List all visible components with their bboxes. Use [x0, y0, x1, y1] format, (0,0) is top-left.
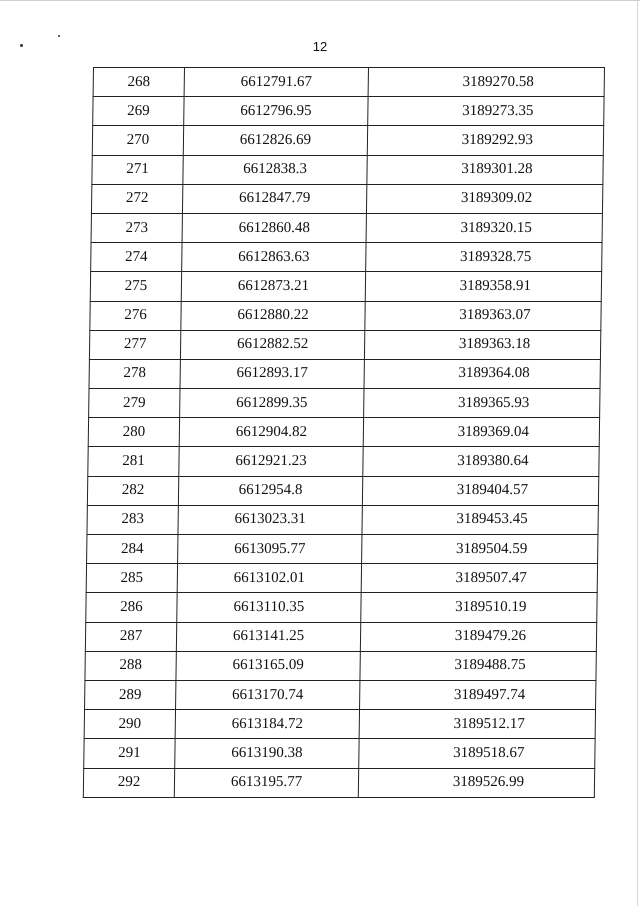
point-number-cell: 272	[91, 184, 182, 213]
x-coordinate-cell: 6613195.77	[174, 768, 358, 797]
y-coordinate-cell: 3189292.93	[367, 126, 603, 155]
y-coordinate-cell: 3189518.67	[359, 739, 595, 768]
point-number-cell: 281	[88, 447, 179, 476]
y-coordinate-cell: 3189504.59	[362, 535, 598, 564]
point-number-cell: 291	[84, 739, 175, 768]
coordinate-table-body	[83, 68, 604, 798]
x-coordinate-cell: 6612882.52	[180, 330, 364, 359]
point-number-cell: 288	[85, 651, 176, 680]
y-coordinate-cell: 3189301.28	[367, 155, 603, 184]
point-number-cell: 268	[93, 68, 184, 97]
x-coordinate-cell: 6612873.21	[181, 272, 365, 301]
table-row	[85, 622, 596, 651]
point-number-cell: 289	[85, 680, 176, 709]
table-row	[85, 651, 596, 680]
x-coordinate-cell: 6613141.25	[176, 622, 360, 651]
y-coordinate-cell: 3189363.07	[365, 301, 601, 330]
table-row	[87, 535, 598, 564]
point-number-cell: 280	[88, 418, 179, 447]
x-coordinate-cell: 6612826.69	[183, 126, 367, 155]
table-row	[88, 447, 599, 476]
x-coordinate-cell: 6613095.77	[178, 535, 362, 564]
table-row	[93, 68, 604, 97]
y-coordinate-cell: 3189358.91	[365, 272, 601, 301]
y-coordinate-cell: 3189507.47	[361, 564, 597, 593]
table-row	[90, 301, 601, 330]
x-coordinate-cell: 6613190.38	[175, 739, 359, 768]
point-number-cell: 283	[87, 505, 178, 534]
table-row	[91, 184, 602, 213]
table-row	[87, 505, 598, 534]
x-coordinate-cell: 6613184.72	[175, 710, 359, 739]
table-row	[85, 680, 596, 709]
point-number-cell: 274	[91, 243, 182, 272]
point-number-cell: 292	[83, 768, 174, 797]
x-coordinate-cell: 6612791.67	[184, 68, 368, 97]
y-coordinate-cell: 3189328.75	[366, 243, 602, 272]
page-number: 12	[312, 39, 328, 54]
table-row	[90, 272, 601, 301]
scan-speck	[58, 35, 60, 37]
x-coordinate-cell: 6613102.01	[177, 564, 361, 593]
y-coordinate-cell: 3189369.04	[363, 418, 599, 447]
table-row	[86, 593, 597, 622]
point-number-cell: 285	[86, 564, 177, 593]
y-coordinate-cell: 3189270.58	[368, 68, 604, 97]
x-coordinate-cell: 6612880.22	[181, 301, 365, 330]
coordinate-table	[83, 67, 605, 798]
table-row	[87, 476, 598, 505]
y-coordinate-cell: 3189309.02	[366, 184, 602, 213]
point-number-cell: 277	[89, 330, 180, 359]
table-row	[89, 359, 600, 388]
table-row	[83, 768, 594, 797]
x-coordinate-cell: 6613165.09	[176, 651, 360, 680]
x-coordinate-cell: 6612954.8	[178, 476, 362, 505]
y-coordinate-cell: 3189363.18	[364, 330, 600, 359]
table-row	[84, 710, 595, 739]
x-coordinate-cell: 6613110.35	[177, 593, 361, 622]
y-coordinate-cell: 3189512.17	[359, 710, 595, 739]
y-coordinate-cell: 3189320.15	[366, 213, 602, 242]
point-number-cell: 286	[86, 593, 177, 622]
point-number-cell: 284	[87, 535, 178, 564]
table-row	[93, 97, 604, 126]
point-number-cell: 279	[89, 389, 180, 418]
x-coordinate-cell: 6612847.79	[182, 184, 366, 213]
y-coordinate-cell: 3189488.75	[360, 651, 596, 680]
table-row	[86, 564, 597, 593]
table-row	[92, 155, 603, 184]
y-coordinate-cell: 3189365.93	[364, 389, 600, 418]
point-number-cell: 275	[90, 272, 181, 301]
x-coordinate-cell: 6612860.48	[182, 213, 366, 242]
x-coordinate-cell: 6612899.35	[180, 389, 364, 418]
table-row	[91, 213, 602, 242]
table-row	[89, 330, 600, 359]
x-coordinate-cell: 6613023.31	[178, 505, 362, 534]
y-coordinate-cell: 3189526.99	[358, 768, 594, 797]
scan-edge	[637, 1, 638, 906]
point-number-cell: 282	[87, 476, 178, 505]
x-coordinate-cell: 6612904.82	[179, 418, 363, 447]
y-coordinate-cell: 3189497.74	[360, 680, 596, 709]
y-coordinate-cell: 3189404.57	[362, 476, 598, 505]
y-coordinate-cell: 3189380.64	[363, 447, 599, 476]
table-row	[89, 389, 600, 418]
table-row	[84, 739, 595, 768]
x-coordinate-cell: 6612921.23	[179, 447, 363, 476]
x-coordinate-cell: 6612893.17	[180, 359, 364, 388]
x-coordinate-cell: 6612796.95	[184, 97, 368, 126]
y-coordinate-cell: 3189273.35	[368, 97, 604, 126]
point-number-cell: 270	[92, 126, 183, 155]
table-row	[91, 243, 602, 272]
point-number-cell: 278	[89, 359, 180, 388]
x-coordinate-cell: 6612863.63	[182, 243, 366, 272]
table-row	[92, 126, 603, 155]
y-coordinate-cell: 3189453.45	[362, 505, 598, 534]
y-coordinate-cell: 3189364.08	[364, 359, 600, 388]
point-number-cell: 287	[85, 622, 176, 651]
point-number-cell: 271	[92, 155, 183, 184]
x-coordinate-cell: 6612838.3	[183, 155, 367, 184]
point-number-cell: 290	[84, 710, 175, 739]
point-number-cell: 273	[91, 213, 182, 242]
table-row	[88, 418, 599, 447]
point-number-cell: 276	[90, 301, 181, 330]
point-number-cell: 269	[93, 97, 184, 126]
y-coordinate-cell: 3189510.19	[361, 593, 597, 622]
y-coordinate-cell: 3189479.26	[360, 622, 596, 651]
x-coordinate-cell: 6613170.74	[176, 680, 360, 709]
